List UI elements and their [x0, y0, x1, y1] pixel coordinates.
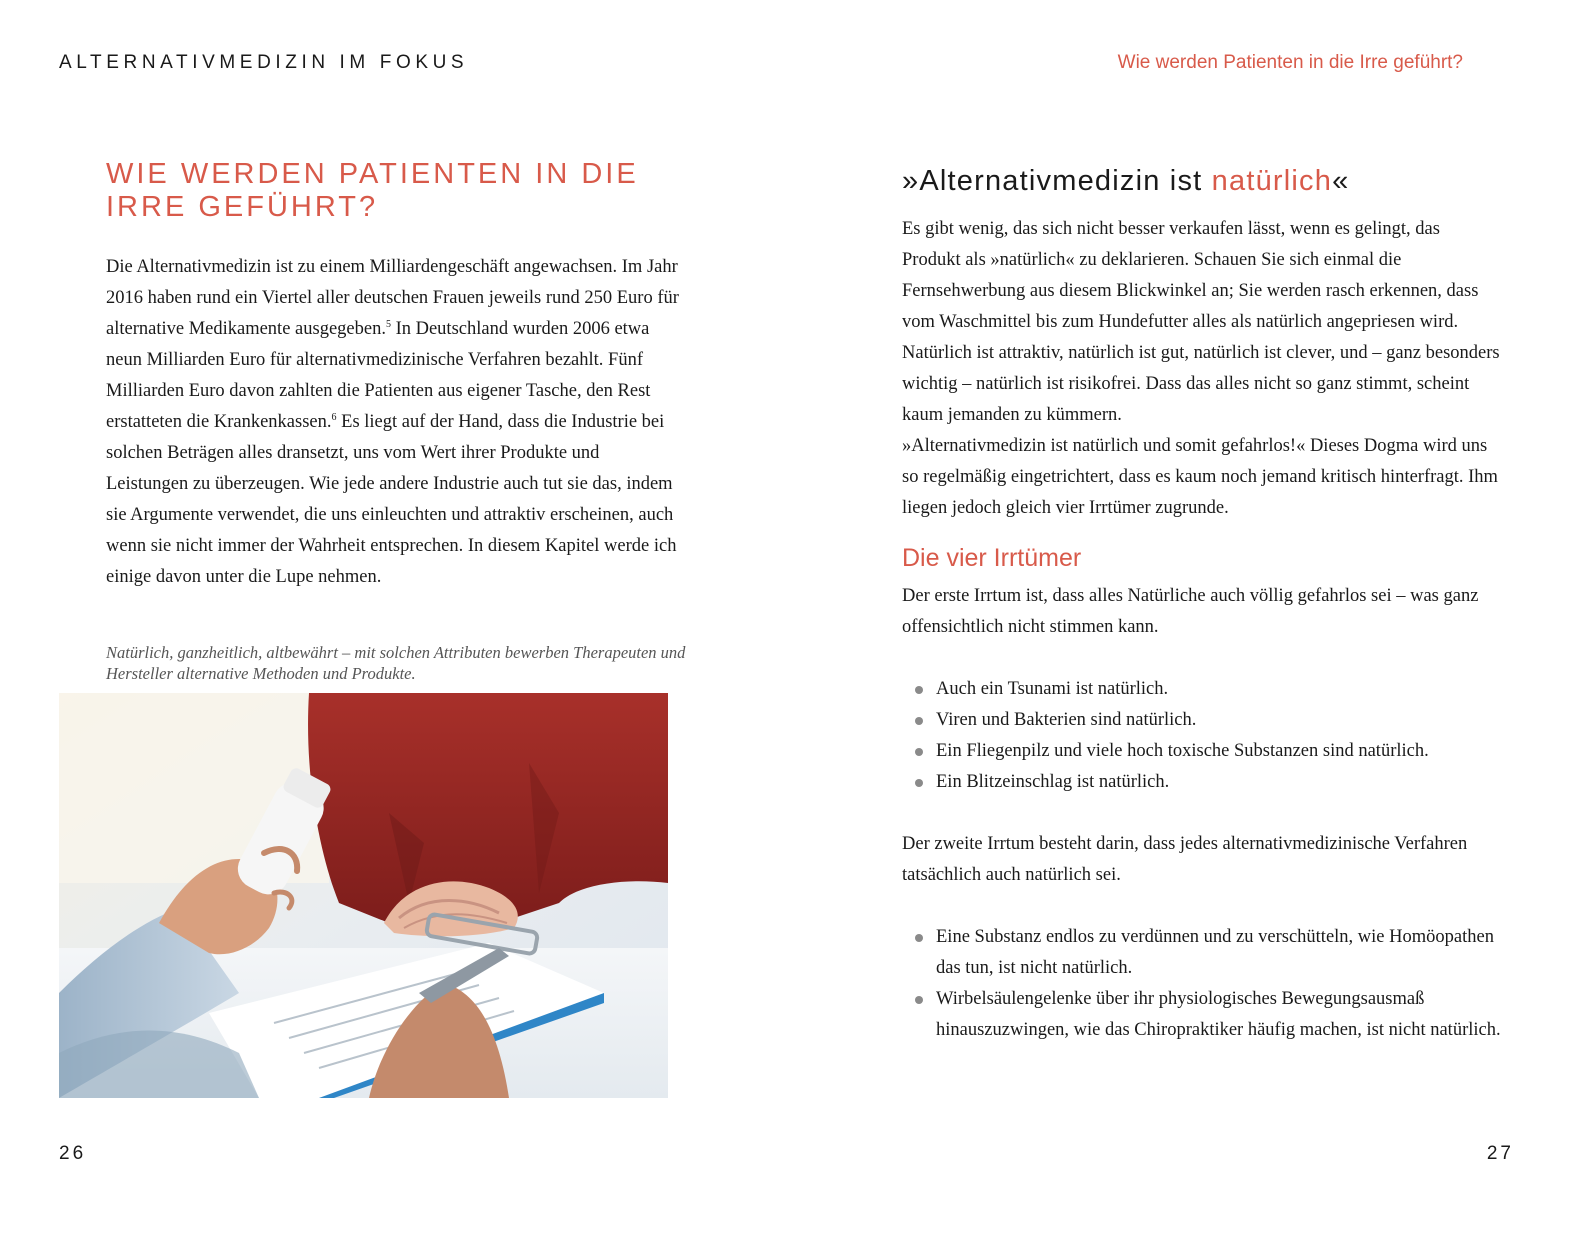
list-item-text: Wirbelsäulengelenke über ihr physiologisches Bewegungsausmaß hinauszuzwingen, wie das Chiropraktiker häufig machen, ist nicht natürlich.: [936, 989, 1501, 1040]
consultation-photo: [59, 693, 668, 1098]
body-text-part-3: Es liegt auf der Hand, dass die Industrie bei solchen Beträgen alles dransetzt, uns vom Wert ihrer Produkte und Leistungen zu überzeugen. Wie jede andere Industrie auch tut sie das, indem sie Argumente verwendet, die uns einleuchten und attraktiv erscheinen, auch wenn sie nicht immer der Wahrheit entsprechen. In diesem Kapitel werde ich einige davon unter die Lupe nehmen.: [106, 412, 677, 587]
right-page-column: [902, 163, 1502, 1046]
running-head-left: ALTERNATIVMEDIZIN IM FOKUS: [59, 52, 469, 73]
chapter-title: [106, 158, 686, 224]
bullet-list-1: [902, 674, 1502, 798]
list-item: [902, 922, 1502, 984]
list-item-text: Viren und Bakterien sind natürlich.: [936, 710, 1197, 730]
footnote-marker-6: 6: [331, 411, 337, 423]
section-title-highlight: natürlich: [1211, 165, 1333, 197]
subheading: Die vier Irrtümer: [902, 544, 1082, 572]
bullet-icon: [915, 934, 923, 942]
bullet-list-2: [902, 922, 1502, 1046]
bullet-icon: [915, 717, 923, 725]
list-item: [902, 674, 1502, 705]
list-item: [902, 984, 1502, 1046]
section-title-prefix: »Alternativmedizin ist: [902, 165, 1212, 197]
list-item-text: Ein Blitzeinschlag ist natürlich.: [936, 772, 1170, 792]
list-item: [902, 767, 1502, 798]
footnote-marker-5: 5: [385, 318, 391, 330]
photo-caption: Natürlich, ganzheitlich, altbewährt – mit solchen Attributen bewerben Therapeuten und Hersteller alternative Methoden und Produkte.: [106, 643, 686, 683]
paragraph-4: Der zweite Irrtum besteht darin, dass jedes alternativmedizinische Verfahren tatsächlich auch natürlich sei.: [902, 834, 1468, 885]
paragraph-3: Der erste Irrtum ist, dass alles Natürliche auch völlig gefahrlos sei – was ganz offensichtlich nicht stimmen kann.: [902, 586, 1479, 637]
bullet-icon: [915, 996, 923, 1004]
chapter-title-line-1: WIE WERDEN PATIENTEN IN DIE: [106, 158, 639, 190]
bullet-icon: [915, 779, 923, 787]
running-head-right: Wie werden Patienten in die Irre geführt?: [1117, 52, 1463, 73]
intro-text: [902, 214, 1502, 524]
section-title-suffix: «: [1332, 165, 1350, 197]
body-text-part-2: In Deutschland wurden 2006 etwa neun Milliarden Euro für alternativmedizinische Verfahren bezahlt. Fünf Milliarden Euro davon zahlten die Patienten aus eigener Tasche, den Rest erstatteten die Krankenkassen.: [106, 319, 651, 432]
list-item-text: Auch ein Tsunami ist natürlich.: [936, 679, 1169, 699]
page-number-right: 27: [1486, 1143, 1514, 1164]
list-item-text: Eine Substanz endlos zu verdünnen und zu verschütteln, wie Homöopathen das tun, ist nicht natürlich.: [936, 927, 1494, 978]
list-item-text: Ein Fliegenpilz und viele hoch toxische Substanzen sind natürlich.: [936, 741, 1429, 761]
paragraph-1: Es gibt wenig, das sich nicht besser verkaufen lässt, wenn es gelingt, das Produkt als »natürlich« zu deklarieren. Schauen Sie sich einmal die Fernsehwerbung aus diesem Blickwinkel an; Sie werden rasch erkennen, dass vom Waschmittel bis zum Hundefutter alles als natürlich angepriesen wird. Natürlich ist attraktiv, natürlich ist gut, natürlich ist clever, und – ganz besonders wichtig – natürlich ist risikofrei. Dass das alles nicht so ganz stimmt, scheint kaum jemanden zu kümmern.: [902, 219, 1500, 425]
section-title: [902, 163, 1502, 199]
bullet-icon: [915, 748, 923, 756]
page-number-left: 26: [59, 1143, 87, 1164]
body-text-part-1: Die Alternativmedizin ist zu einem Milliardengeschäft angewachsen. Im Jahr 2016 haben rund ein Viertel aller deutschen Frauen jeweils rund 250 Euro für alternative Medikamente ausgegeben.: [106, 257, 679, 339]
list-item: [902, 705, 1502, 736]
left-page-column: [106, 158, 686, 593]
chapter-title-line-2: IRRE GEFÜHRT?: [106, 191, 379, 223]
paragraph-2: »Alternativmedizin ist natürlich und somit gefahrlos!« Dieses Dogma wird uns so regelmäßig eingetrichtert, dass es kaum noch jemand kritisch hinterfragt. Ihm liegen jedoch gleich vier Irrtümer zugrunde.: [902, 436, 1498, 518]
left-body-paragraph: [106, 252, 686, 593]
bullet-icon: [915, 686, 923, 694]
list-item: [902, 736, 1502, 767]
